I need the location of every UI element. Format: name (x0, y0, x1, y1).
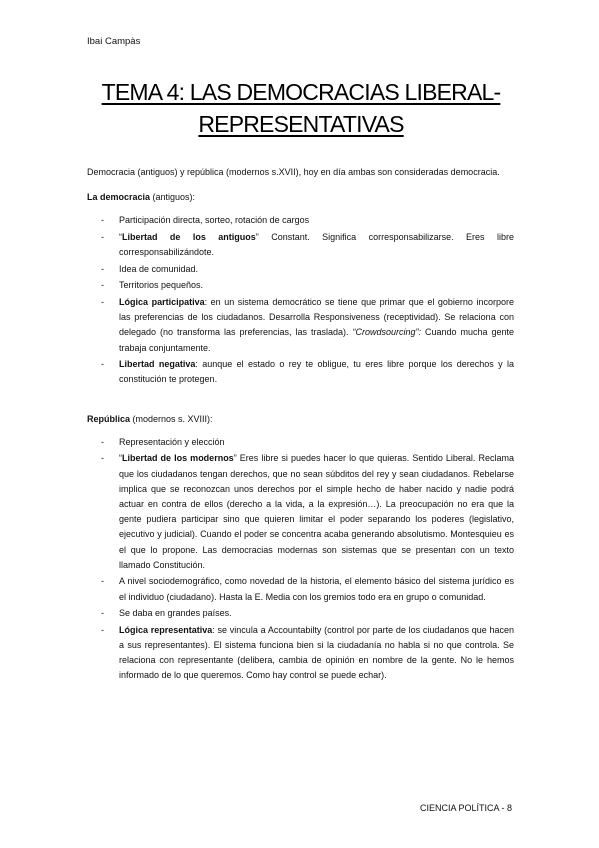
bullet-dash: - (101, 215, 104, 226)
list-item-text: : aunque el estado o rey te obligue, tu eres libre porque los derechos y la constitución te protegen. (119, 359, 514, 385)
list-item-text: A nivel sociodemográfico, como novedad de la historia, el elemento básico del sistema jurídico es el individuo (ciudadano). Hasta la E. Media con los gremios todo era en grupo o comunidad. (119, 576, 514, 602)
republica-list (87, 435, 514, 684)
list-item (87, 230, 514, 260)
list-item-quote: “ (119, 453, 122, 464)
list-item-bold: Lógica representativa (119, 624, 213, 635)
list-item-text: ” Eres libre si puedes hacer lo que quieras. Sentido Liberal. Reclama que los ciudadanos tengan derechos, que no sean súbditos del rey y sean ciudadanos. Rebelarse implica que se reconozcan unos derechos por el simple hecho de haber nacido y nadie podrá actuar en contra de ellos (derecho a la vida, a la expresión…). La preocupación no era que la gente pudiera participar sino que quieren limitar el poder separando los poderes (legislativo, ejecutivo y judicial). Cuando el poder se concentra acaba generando absolutismo. Montesquieu es el que lo propone. Las democracias modernas son sistemas que se presentan con un texto llamado Constitución. (119, 453, 514, 570)
list-item-text: ” Constant. Significa corresponsabilizarse. Eres libre corresponsabilizándote. (119, 232, 514, 258)
bullet-dash: - (101, 436, 104, 447)
bullet-dash: - (101, 608, 104, 619)
list-item (87, 357, 514, 387)
bullet-dash: - (101, 359, 104, 370)
list-item (87, 574, 514, 604)
bullet-dash: - (101, 624, 104, 635)
list-item-quote: “ (119, 232, 122, 242)
section-heading-republica-rest: (modernos s. XVIII): (130, 413, 213, 424)
bullet-dash: - (101, 232, 104, 242)
list-item-text: Se daba en grandes países. (119, 608, 232, 619)
bullet-dash: - (101, 453, 104, 464)
page-title-line-1: TEMA 4: LAS DEMOCRACIAS LIBERAL- (101, 79, 501, 105)
page-title (60, 76, 542, 140)
list-item (87, 623, 514, 684)
page-footer: CIENCIA POLÍTICA - 8 (419, 803, 512, 813)
section-heading-republica (87, 412, 514, 427)
list-item (87, 262, 514, 277)
list-item-text: : se vincula a Accountabilty (control por parte de los ciudadanos que hacen a sus representantes). El sistema funciona bien si la ciudadanía no habla si no que controla. Se relaciona con representante (delibera, cambia de opinión en nombre de la gente. No le hemos informado de lo que queremos. Como hay control se puede echar). (119, 624, 514, 681)
list-item-text: Territorios pequeños. (119, 280, 204, 291)
intro-paragraph: Democracia (antiguos) y república (modernos s.XVII), hoy en día ambas son consideradas democracia. (87, 167, 500, 177)
bullet-dash: - (101, 280, 104, 291)
list-item-bold: Libertad de los modernos (122, 453, 234, 464)
list-item-bold: Lógica participativa (119, 296, 205, 307)
list-item-bold: Libertad negativa (119, 359, 196, 370)
list-item-bold: Libertad de los antiguos (122, 232, 256, 242)
list-item-text: Representación y elección (119, 436, 225, 447)
list-item-text: : en un sistema democrático se tiene que primar que el gobierno incorpore las preferencias de los ciudadanos. Desarrolla Responsiveness (receptividad). Se relaciona con delegado (no transforma las preferencias, las traslada). (119, 296, 514, 338)
section-heading-democracia (87, 190, 514, 205)
page-title-line-2: REPRESENTATIVAS (198, 111, 404, 137)
page-header-author: Ibai Campàs (87, 36, 141, 47)
democracia-list (87, 213, 514, 387)
section-heading-republica-bold: República (87, 413, 131, 424)
list-item (87, 295, 514, 356)
bullet-dash: - (101, 296, 104, 307)
list-item-text: Participación directa, sorteo, rotación de cargos (119, 215, 310, 226)
list-item (87, 278, 514, 293)
list-item (87, 213, 514, 228)
list-item (87, 435, 514, 450)
document-body (87, 165, 514, 685)
list-item-text-after: Cuando mucha gente trabaja conjuntamente. (119, 327, 514, 353)
section-heading-democracia-bold: La democracia (87, 192, 151, 203)
list-item (87, 451, 514, 573)
list-item-text: Idea de comunidad. (119, 263, 199, 274)
list-item-italic: “Crowdsourcing”: (352, 327, 421, 338)
bullet-dash: - (101, 576, 104, 587)
list-item (87, 606, 514, 621)
section-heading-democracia-rest: (antiguos): (150, 192, 196, 203)
bullet-dash: - (101, 263, 104, 274)
